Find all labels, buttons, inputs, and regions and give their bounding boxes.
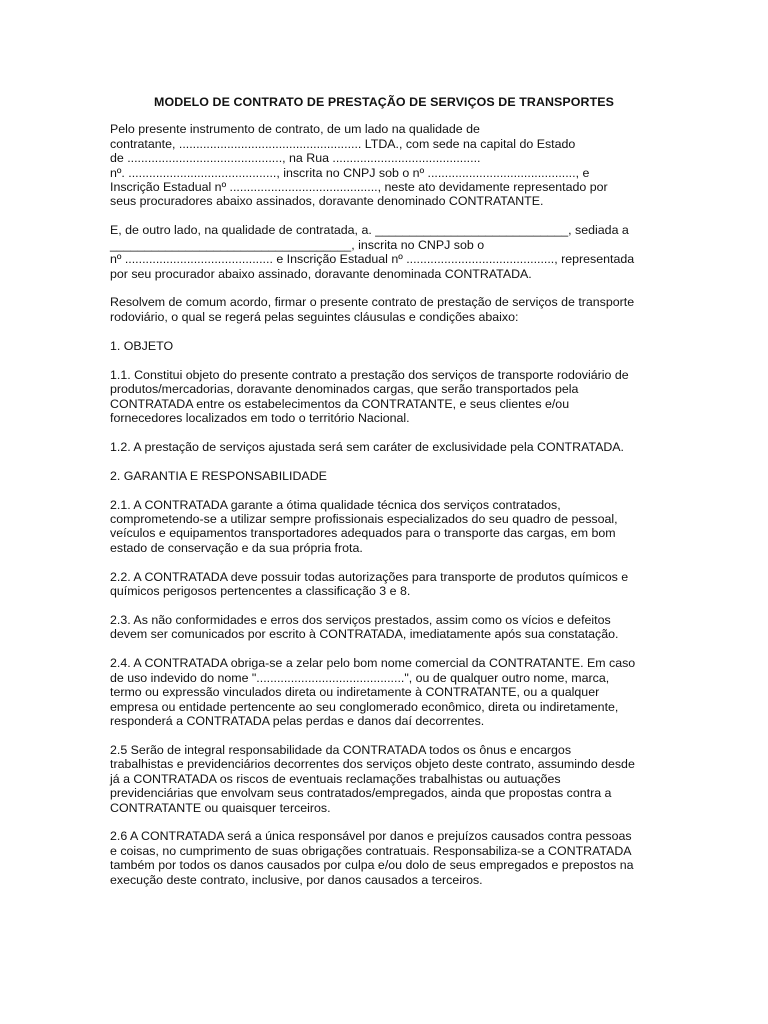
clause-paragraph — [110, 570, 658, 599]
text-line: veículos e equipamentos transportadores adequados para o transporte das cargas, em bom — [110, 526, 616, 541]
text-line: também por todos os danos causados por culpa e/ou dolo de seus empregados e prepostos na — [110, 858, 634, 873]
text-line: previdenciárias que envolvam seus contratados/empregados, ainda que propostas contra a — [110, 786, 612, 801]
clause-paragraph — [110, 498, 658, 556]
text-line: CONTRATANTE ou quaisquer terceiros. — [110, 800, 331, 815]
document-body — [110, 122, 658, 887]
text-line: de ............................................., na Rua ........................................... — [110, 151, 481, 166]
text-line: de uso indevido do nome "...........................................", ou de qualquer outro nome, marca, — [110, 670, 610, 685]
clause-paragraph — [110, 295, 658, 324]
text-line: execução deste contrato, inclusive, por danos causados a terceiros. — [110, 872, 483, 887]
clause-paragraph — [110, 122, 658, 208]
text-line: 2.1. A CONTRATADA garante a ótima qualidade técnica dos serviços contratados, — [110, 497, 561, 512]
text-line: rodoviário, o qual se regerá pelas seguintes cláusulas e condições abaixo: — [110, 309, 519, 324]
text-line: contratante, ..................................................... LTDA., com sede na capital do Estado — [110, 136, 576, 151]
text-line: E, de outro lado, na qualidade de contratada, a. ____________________________, sediada a — [110, 223, 629, 238]
text-line: Resolvem de comum acordo, firmar o presente contrato de prestação de serviços de transporte — [110, 295, 635, 310]
text-line: e coisas, no cumprimento de suas obrigações contratuais. Responsabiliza-se a CONTRATADA — [110, 843, 632, 858]
clause-paragraph — [110, 440, 658, 454]
text-line: seus procuradores abaixo assinados, doravante denominado CONTRATANTE. — [110, 194, 544, 209]
document-page — [110, 95, 658, 902]
text-line: termo ou expressão vinculados direta ou indiretamente à CONTRATANTE, ou a qualquer — [110, 685, 600, 700]
text-line: responderá a CONTRATADA pelas perdas e danos daí decorrentes. — [110, 714, 485, 728]
text-line: Pelo presente instrumento de contrato, de um lado na qualidade de — [110, 122, 480, 137]
text-line: 2.2. A CONTRATADA deve possuir todas autorizações para transporte de produtos químicos e — [110, 569, 629, 584]
text-line: 2.6 A CONTRATADA será a única responsável por danos e prejuízos causados contra pessoas — [110, 829, 632, 844]
text-line: 1. OBJETO — [110, 338, 174, 353]
clause-paragraph — [110, 829, 658, 887]
text-line: 2.5 Serão de integral responsabilidade da CONTRATADA todos os ônus e encargos — [110, 742, 572, 757]
text-line: 2.3. As não conformidades e erros dos serviços prestados, assim como os vícios e defeitos — [110, 613, 611, 628]
text-line: por seu procurador abaixo assinado, doravante denominada CONTRATADA. — [110, 266, 532, 281]
section-heading — [110, 469, 658, 483]
text-line: trabalhistas e previdenciários decorrentes dos serviços objeto deste contrato, assumindo desde — [110, 757, 635, 772]
text-line: 1.2. A prestação de serviços ajustada será sem caráter de exclusividade pela CONTRATADA. — [110, 439, 624, 454]
text-line: CONTRATADA entre os estabelecimentos da CONTRATANTE, e seus clientes e/ou — [110, 396, 570, 411]
text-line: Inscrição Estadual nº ..........................................., neste ato devidamente representado por — [110, 180, 608, 195]
clause-paragraph — [110, 743, 658, 815]
document-title: MODELO DE CONTRATO DE PRESTAÇÃO DE SERVIÇOS DE TRANSPORTES — [154, 95, 614, 109]
text-line: químicos perigosos pertencentes a classificação 3 e 8. — [110, 584, 411, 599]
text-line: já a CONTRATADA os riscos de eventuais reclamações trabalhistas ou autuações — [110, 771, 561, 786]
clause-paragraph — [110, 368, 658, 426]
clause-paragraph — [110, 223, 658, 281]
text-line: produtos/mercadorias, doravante denominados cargas, que serão transportados pela — [110, 382, 579, 397]
text-line: nº ........................................... e Inscrição Estadual nº ..........................................., representada — [110, 252, 635, 267]
text-line: comprometendo-se a utilizar sempre profissionais especializados do seu quadro de pessoal, — [110, 512, 618, 527]
clause-paragraph — [110, 613, 658, 642]
text-line: devem ser comunicados por escrito à CONTRATADA, imediatamente após sua constatação. — [110, 627, 619, 642]
section-heading — [110, 339, 658, 353]
text-line: fornecedores localizados em todo o território Nacional. — [110, 410, 410, 425]
text-line: ___________________________________, inscrita no CNPJ sob o — [110, 237, 485, 252]
text-line: estado de conservação e da sua própria frota. — [110, 540, 363, 555]
text-line: nº. ..........................................., inscrita no CNPJ sob o nº ..........................................., e — [110, 165, 590, 180]
text-line: 2. GARANTIA E RESPONSABILIDADE — [110, 468, 327, 483]
clause-paragraph — [110, 656, 658, 728]
text-line: 2.4. A CONTRATADA obriga-se a zelar pelo bom nome comercial da CONTRATANTE. Em caso — [110, 656, 636, 671]
text-line: empresa ou entidade pertencente ao seu conglomerado econômico, direta ou indiretamente, — [110, 699, 619, 714]
text-line: 1.1. Constitui objeto do presente contrato a prestação dos serviços de transporte rodoviário de — [110, 367, 629, 382]
